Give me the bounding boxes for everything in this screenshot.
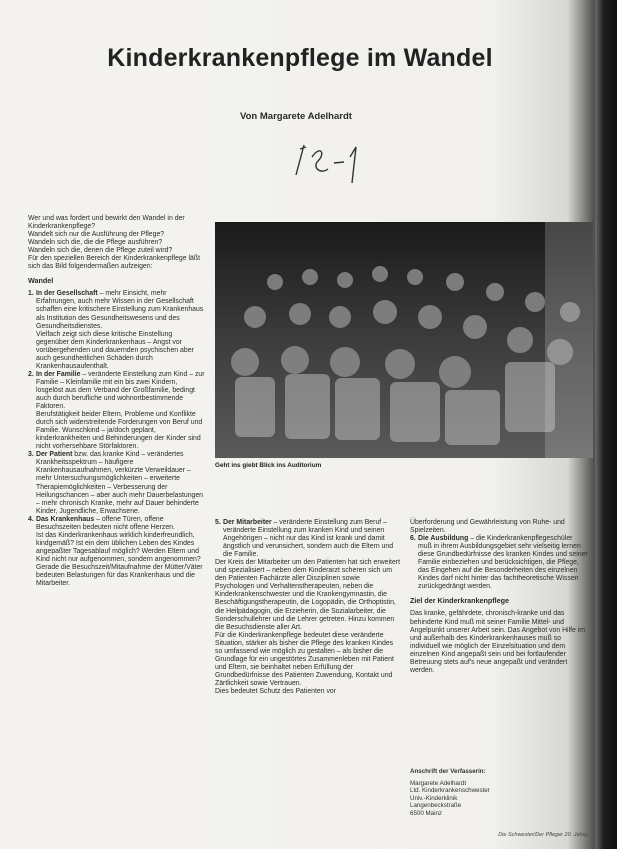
intro-line: Wer und was fordert und bewirkt den Wandel in der Kinderkrankenpflege? [28, 215, 185, 231]
address-heading: Anschrift der Verfasserin: [410, 768, 486, 775]
address-line: Ltd. Kinderkrankenschwester [410, 787, 490, 795]
item-text: – veränderte Einstellung zum Beruf – veränderte Einstellung zum kranken Kind und seinen Angehörigen – nicht nur das Kind ist krank und damit ängstlich und verunsichert, sondern auch die Eltern und die Familie. [223, 519, 394, 559]
item-number: 6. [410, 535, 416, 543]
list-item [28, 451, 206, 515]
address-line: Margarete Adelhardt [410, 779, 467, 787]
page-binding-edge [595, 0, 617, 849]
item-lead: Der Mitarbeiter [223, 519, 272, 526]
item-extra: Ist das Kinderkrankenhaus wirklich kinderfreundlich, kindgemäß? Ist ein dem üblichen Leben des Kindes angepaßter Tagesablauf möglich? Werden Eltern und Kind nicht nur aufgenommen, sondern angenommen? Gerade die Besuchszeit/Mitaufnahme der Mütter/Väter bedeuten Belastungen für das Krankenhaus und die Mitarbeiter. [36, 531, 203, 588]
address-line: Langenbeckstraße [410, 802, 462, 810]
item-lead: In der Gesellschaft [36, 290, 98, 298]
address-line: 6500 Mainz [410, 809, 442, 817]
intro-line: Wandelt sich nur die Ausführung der Pflege? [28, 231, 165, 239]
item-number: 2. [28, 370, 34, 378]
paragraph: Das kranke, gefährdete, chronisch-kranke und das behinderte Kind muß mit seiner Familie Mittel- und Angelpunkt unserer Arbeit sein. Das Angebot von Hilfe im und außerhalb des Kinderkrankenhauses muß so individuell wie möglich der Einzelsituation und dem einzelnen Kind angepaßt sein und bei fortlaufender Betreuung stets auf's neue angepaßt und verändert werden. [410, 610, 586, 674]
item-number: 1. [28, 290, 34, 298]
item-lead: Die Ausbildung [418, 535, 469, 543]
section-heading: Ziel der Kinderkrankenpflege [410, 596, 510, 606]
list-item [28, 290, 206, 370]
author-address-box [410, 768, 570, 818]
list-item [28, 516, 206, 588]
column-middle [215, 519, 401, 696]
list-item [410, 535, 588, 591]
column-left [28, 215, 206, 588]
item-lead: Der Patient [36, 451, 73, 459]
item-number: 5. [215, 519, 221, 526]
item-lead: In der Familie [36, 370, 81, 378]
item-number: 3. [28, 451, 34, 459]
intro-line: Wandeln sich die, denen die Pflege zuteil wird? [28, 247, 173, 255]
page-footer: Die Schwester/Der Pfleger 20. Jahrg. [498, 832, 589, 838]
paragraph: Überforderung und Gewährleistung von Ruhe- und Spielzeiten. [410, 519, 565, 535]
item-text: – offene Türen, offene Besuchszeiten bedeuten nicht offene Herzen. [36, 515, 175, 531]
list-item [215, 519, 401, 559]
item-text: – mehr Einsicht, mehr Erfahrungen, auch mehr Wissen in der Gesellschaft schaffen eine kritischere Einstellung zum Krankenhaus als Institution des Gesundheitswesens und des Gesundheitsdienstes. [36, 290, 204, 330]
item-extra: Berufstätigkeit beider Eltern, Probleme und Konflikte durch sich widerstreitende Forderungen von Beruf und Familie. Wunschkind – ja/doch geplant, kinderkrankheiten und Behinderungen der Kinder sind nicht vorhersehbare Störfaktoren. [36, 411, 203, 451]
section-heading: Wandel [28, 276, 54, 286]
auditorium-photo [215, 222, 593, 458]
paragraph: Dies bedeutet Schutz des Patienten vor [215, 687, 337, 695]
paragraph: Für die Kinderkrankenpflege bedeutet diese veränderte Situation, stärker als bisher die Pflege des kranken Kindes so umfassend wie möglich zu gestalten – als bisher die Grundlage für ein ungestörtes Zusammenleben mit Patient und Eltern, sie beinhaltet neben Erfüllung der Grundbedürfnisse des Patienten Zuwendung, Kontakt und Zärtlichkeit sowie Vertrauen. [215, 631, 394, 687]
column-right [410, 519, 588, 675]
item-lead: Das Krankenhaus [36, 515, 95, 523]
list-item [28, 371, 206, 451]
article-title: Kinderkrankenpflege im Wandel [107, 44, 493, 72]
paragraph: Der Kreis der Mitarbeiter um den Patienten hat sich erweitert und spezialisiert – neben dem Kinderarzt scheren sich um den Patienten Fachärzte aller Disziplinen sowie Psychologen und Verhaltenstherapeuten, neben die Kinderkrankenschwester und die Krankengymnastin, die Beschäftigungstherapeutin, die Logopädin, die Orthoptistin, die Heilpädagogin, die Erzieherin, die Sozialarbeiter, die Sonderschullehrer und die Lehrer getreten. Hinzu kommen die Besuchsdienste aller Art. [215, 559, 400, 631]
article-author: Von Margarete Adelhardt [240, 111, 352, 122]
item-number: 4. [28, 515, 34, 523]
intro-line: Für den speziellen Bereich der Kinderkrankenpflege läßt sich das Bild folgendermaßen aufzeigen: [28, 255, 200, 271]
item-extra: Vielfach zeigt sich diese kritische Einstellung gegenüber dem Kinderkrankenhaus – Angst vor vorübergehenden und dauernden psychischen aber auch gesundheitlichen Schäden durch Krankenhausaufenthalt. [36, 330, 194, 370]
item-text: – die Kinderkrankenpflegeschüler muß in ihrem Ausbildungsgebiet sehr vielseitig lernen diese Grundbedürfnisse des kranken Kindes und seiner Familie einbeziehen und berücksichtigen, die Pflege, das Eingehen auf die Besonderheiten des einzelnen Kindes darf nicht hinter das fachtheoretische Wissen zurückgedrängt werden. [418, 535, 588, 591]
item-text: – veränderte Einstellung zum Kind – zur Familie – Kleinfamilie mit ein bis zwei Kindern, losgelöst aus dem Verband der Großfamilie, bedingt auch durch berufliche und wohnortbestimmende Faktoren. [36, 370, 205, 411]
intro-line: Wandeln sich die, die die Pflege ausführen? [28, 239, 163, 247]
photo-caption: Geht ins giebt Blick ins Auditorium [215, 462, 322, 469]
item-text: bzw. das kranke Kind – verändertes Krankheitsspektrum – häufigere Krankenhausaufnahmen, verkürzte Verweildauer – mehr Untersuchungsmöglichkeiten – erweiterte Therapiemöglichkeiten – Verbesserung der Heilungschancen – aber auch mehr Dauerbelastungen – mehr chronisch Kranke, mehr auf Dauer behinderte Kinder, Jugendliche, Erwachsene. [36, 451, 204, 515]
address-line: Univ.-Kinderklinik [410, 794, 458, 802]
handwritten-annotation [290, 135, 370, 190]
